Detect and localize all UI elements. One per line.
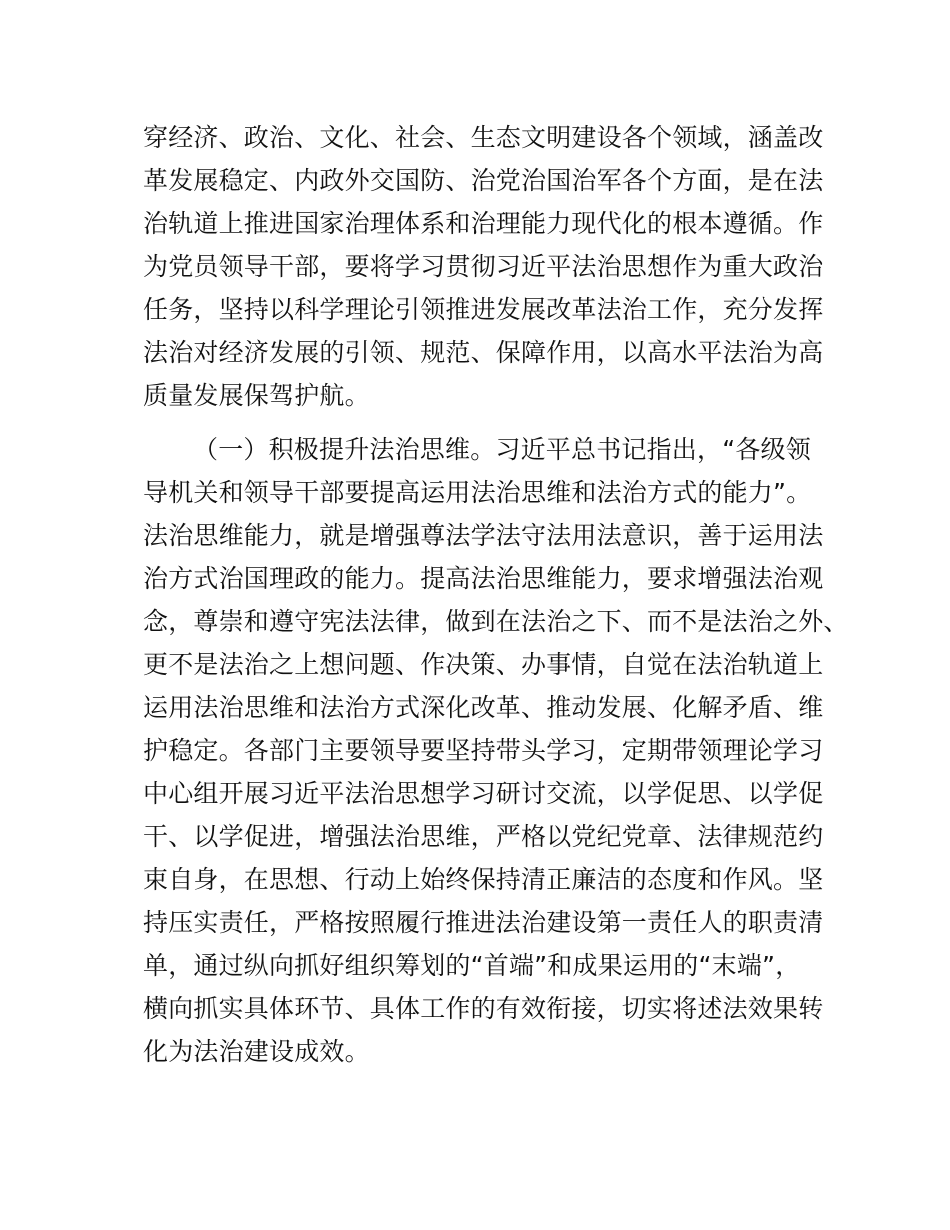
text-line: 革发展稳定、内政外交国防、治党治国治军各个方面，是在法 bbox=[143, 166, 824, 195]
text-line: 穿经济、政治、文化、社会、生态文明建设各个领域，涵盖改 bbox=[143, 123, 824, 152]
text-line: 束自身，在思想、行动上始终保持清正廉洁的态度和作风。坚 bbox=[143, 865, 824, 894]
text-line: 治轨道上推进国家治理体系和治理能力现代化的根本遵循。作 bbox=[143, 209, 824, 238]
text-line: 导机关和领导干部要提高运用法治思维和法治方式的能力”。 bbox=[143, 478, 812, 507]
text-line: 化为法治建设成效。 bbox=[143, 1037, 370, 1066]
text-line: 运用法治思维和法治方式深化改革、推动发展、化解矛盾、维 bbox=[143, 693, 824, 722]
text-line: 治方式治国理政的能力。提高法治思维能力，要求增强法治观 bbox=[143, 564, 824, 593]
text-line: 横向抓实具体环节、具体工作的有效衔接，切实将述法效果转 bbox=[143, 994, 824, 1023]
text-line: 更不是法治之上想问题、作决策、办事情，自觉在法治轨道上 bbox=[143, 650, 824, 679]
text-line: 单，通过纵向抓好组织筹划的“首端”和成果运用的“末端”， bbox=[143, 951, 801, 980]
text-line: 中心组开展习近平法治思想学习研讨交流，以学促思、以学促 bbox=[143, 779, 824, 808]
section-heading-line: （一）积极提升法治思维。习近平总书记指出，“各级领 bbox=[193, 435, 811, 464]
text-line: 任务，坚持以科学理论引领推进发展改革法治工作，充分发挥 bbox=[143, 295, 824, 324]
text-line: 持压实责任，严格按照履行推进法治建设第一责任人的职责清 bbox=[143, 908, 824, 937]
text-line: 护稳定。各部门主要领导要坚持带头学习，定期带领理论学习 bbox=[143, 736, 824, 765]
text-line: 干、以学促进，增强法治思维，严格以党纪党章、法律规范约 bbox=[143, 822, 824, 851]
text-line: 法治思维能力，就是增强尊法学法守法用法意识，善于运用法 bbox=[143, 521, 824, 550]
text-line: 为党员领导干部，要将学习贯彻习近平法治思想作为重大政治 bbox=[143, 252, 824, 281]
text-line: 质量发展保驾护航。 bbox=[143, 381, 370, 410]
text-line: 法治对经济发展的引领、规范、保障作用，以高水平法治为高 bbox=[143, 338, 824, 367]
text-line: 念，尊崇和遵守宪法法律，做到在法治之下、而不是法治之外、 bbox=[143, 607, 849, 636]
